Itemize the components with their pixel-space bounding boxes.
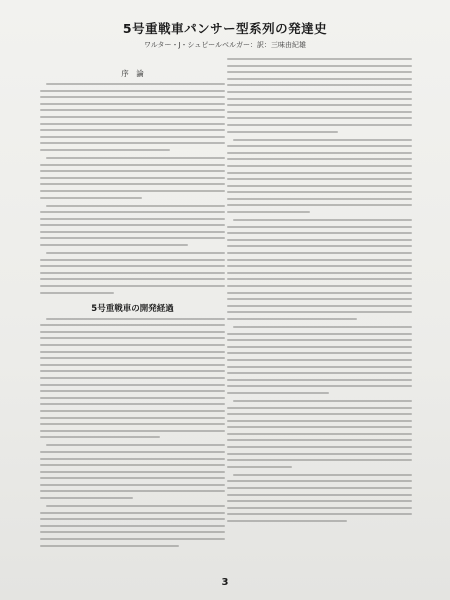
paragraph-7 xyxy=(40,505,225,547)
paragraph-11 xyxy=(227,326,412,394)
paragraph-10 xyxy=(227,219,412,320)
paragraph-4 xyxy=(40,252,225,294)
author-line: ワルター・J・シュピールベルガー：訳：三味由紀雄 xyxy=(143,41,306,49)
section-heading-development: 5号重戦車の開発経過 xyxy=(91,303,174,314)
paragraph-13 xyxy=(227,474,412,522)
paragraph-12 xyxy=(227,400,412,468)
paragraph-6 xyxy=(40,444,225,499)
paragraph-1 xyxy=(40,83,225,151)
paragraph-9 xyxy=(227,139,412,214)
right-column xyxy=(227,58,412,528)
page-title: 5号重戦車パンサー型系列の発達史 xyxy=(122,21,328,36)
left-column xyxy=(40,58,225,553)
page-number: 3 xyxy=(221,577,229,588)
section-heading-introduction: 序 論 xyxy=(121,69,144,78)
paragraph-2 xyxy=(40,157,225,199)
paragraph-3 xyxy=(40,205,225,247)
paragraph-5 xyxy=(40,318,225,439)
paragraph-8 xyxy=(227,58,412,133)
